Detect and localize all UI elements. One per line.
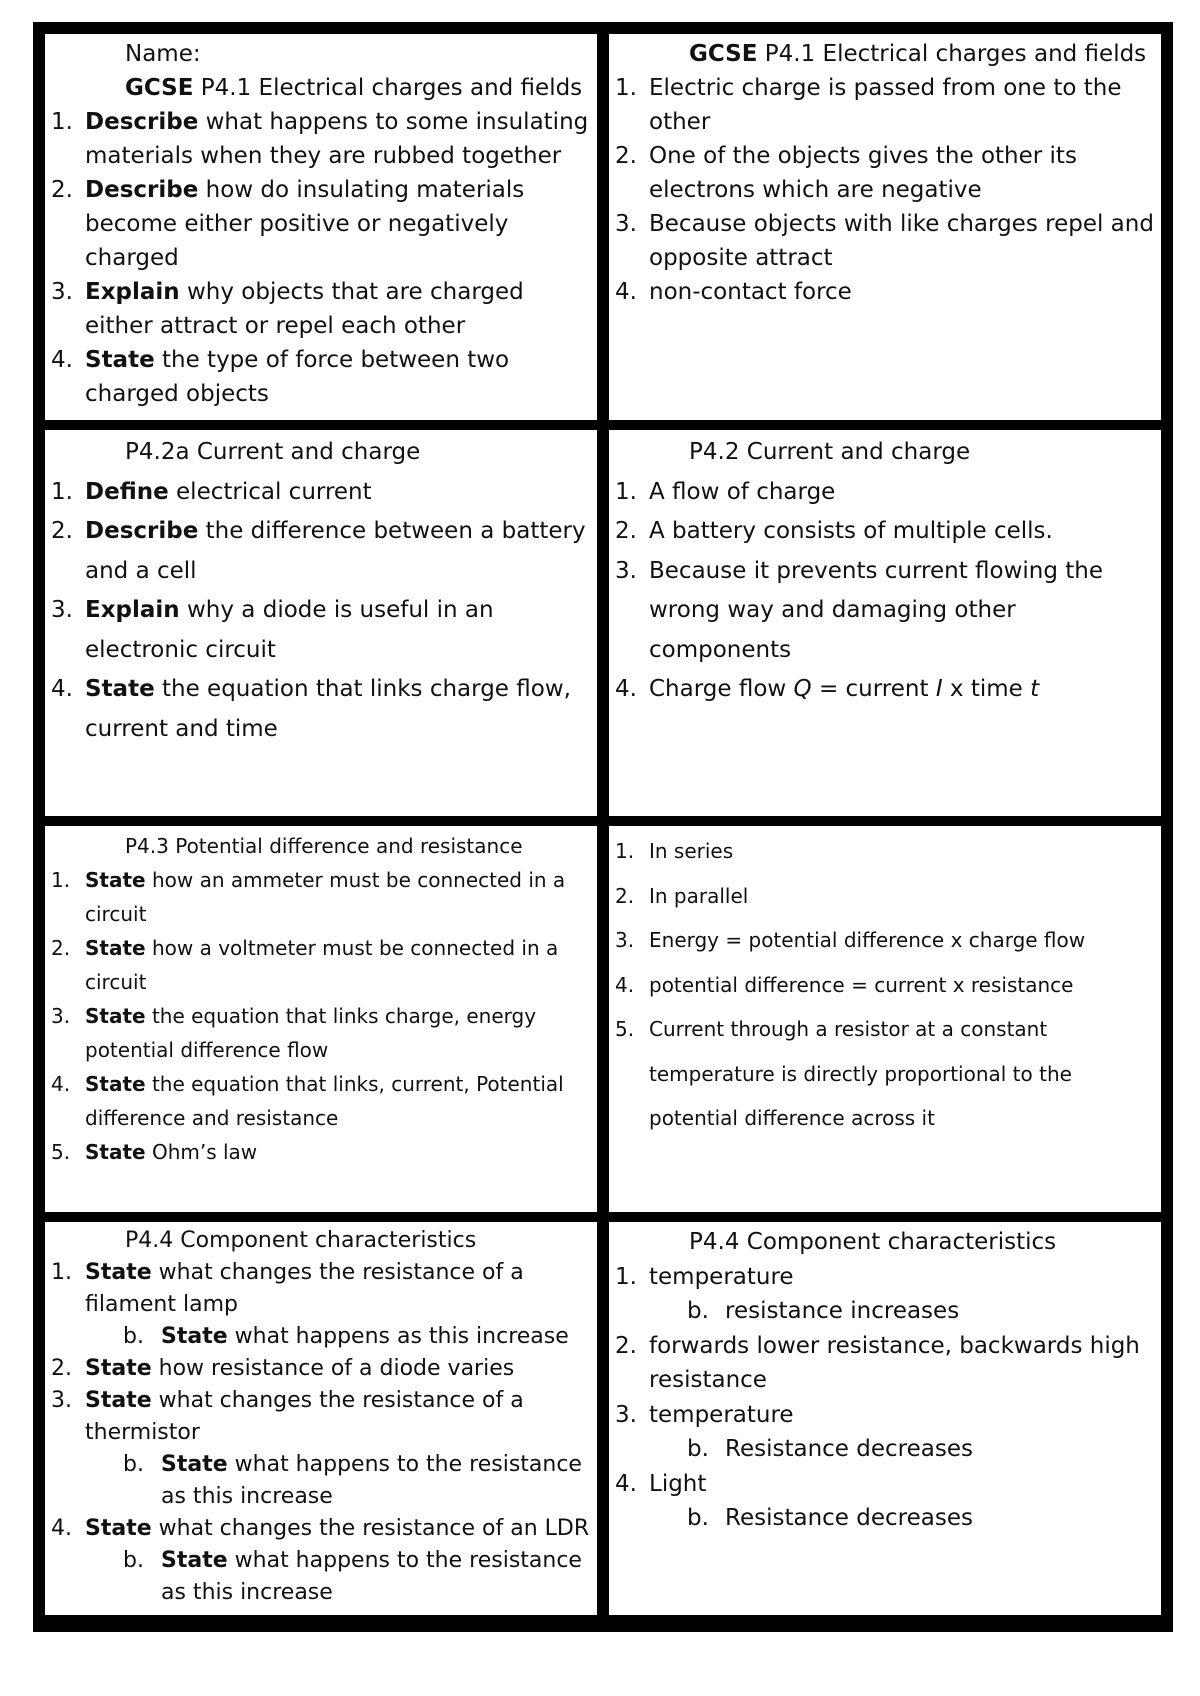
- question-item: [51, 1385, 591, 1449]
- question-item: [51, 931, 591, 999]
- command-word: State: [85, 1140, 146, 1164]
- revision-card-grid: [33, 22, 1173, 1632]
- p41-questions-card: [45, 34, 597, 420]
- question-text: how do insulating materials become either positive or negatively charged: [85, 177, 525, 271]
- item-number: 4.: [51, 347, 73, 373]
- answer-item: [615, 1398, 1155, 1433]
- item-number: 2.: [615, 883, 635, 908]
- answer-item: [615, 275, 1155, 309]
- item-number: 1.: [51, 868, 71, 892]
- answer-item: [615, 829, 1155, 874]
- card-title: [125, 71, 591, 105]
- answer-text: resistance increases: [725, 1298, 960, 1324]
- item-number: 4.: [51, 1516, 72, 1541]
- answer-list: [615, 1260, 1155, 1536]
- answer-text: Resistance decreases: [725, 1436, 973, 1462]
- item-number: 3.: [615, 557, 637, 584]
- card-title: P4.4 Component characteristics: [125, 1228, 477, 1253]
- question-text: what happens to the resistance as this increase: [161, 1452, 582, 1509]
- answer-list: [615, 71, 1155, 309]
- answer-text: In series: [649, 839, 734, 863]
- answer-text: Energy = potential difference x charge flow: [649, 928, 1086, 952]
- item-number: 3.: [615, 1401, 637, 1428]
- p43-questions-card: [45, 826, 597, 1212]
- answer-text: Light: [649, 1470, 707, 1497]
- card-title: P4.4 Component characteristics: [689, 1229, 1057, 1255]
- answer-text: Electric charge is passed from one to the other: [649, 75, 1122, 135]
- item-number: 4.: [51, 1072, 71, 1096]
- question-item: [51, 1513, 591, 1545]
- equation-text: x time: [942, 676, 1031, 702]
- symbol-q: Q: [793, 676, 812, 702]
- sub-question-item: [123, 1321, 591, 1353]
- question-text: the equation that links, current, Potential difference and resistance: [85, 1072, 564, 1130]
- item-number: 3.: [51, 597, 73, 623]
- question-text: how resistance of a diode varies: [151, 1356, 515, 1381]
- command-word: Explain: [85, 279, 180, 305]
- command-word: State: [161, 1548, 228, 1573]
- question-item: [51, 863, 591, 931]
- answer-item: [615, 207, 1155, 275]
- question-item: [51, 1353, 591, 1385]
- command-word: Explain: [85, 597, 180, 623]
- answer-item: [615, 552, 1155, 671]
- answer-item: [615, 1329, 1155, 1398]
- command-word: State: [85, 1516, 152, 1541]
- question-item: [51, 473, 591, 513]
- title-text: P4.1 Electrical charges and fields: [757, 41, 1147, 67]
- title-bold: GCSE: [689, 41, 758, 67]
- command-word: State: [85, 1388, 152, 1413]
- answer-item: [615, 963, 1155, 1008]
- answer-item: [615, 71, 1155, 139]
- sub-item-letter: b.: [123, 1452, 144, 1477]
- command-word: Describe: [85, 109, 199, 135]
- item-number: 1.: [615, 75, 637, 101]
- item-number: 4.: [615, 1470, 637, 1497]
- question-text: the equation that links charge flow, current and time: [85, 676, 571, 742]
- answer-item: [615, 512, 1155, 552]
- title-bold: GCSE: [125, 75, 194, 101]
- card-title: P4.3 Potential difference and resistance: [125, 834, 523, 858]
- question-text: why objects that are charged either attract or repel each other: [85, 279, 524, 339]
- p43-answers-card: [609, 826, 1161, 1212]
- command-word: State: [85, 676, 155, 702]
- question-text: the type of force between two charged objects: [85, 347, 510, 407]
- p41-answers-card: [609, 34, 1161, 420]
- item-number: 5.: [615, 1017, 635, 1041]
- item-number: 3.: [51, 1004, 71, 1028]
- sub-answer-item: [687, 1432, 1155, 1467]
- question-item: [51, 999, 591, 1067]
- item-number: 2.: [51, 936, 71, 960]
- question-text: why a diode is useful in an electronic circuit: [85, 597, 494, 663]
- command-word: Define: [85, 478, 169, 505]
- answer-item: [615, 139, 1155, 207]
- question-text: what happens to some insulating materials when they are rubbed together: [85, 109, 589, 169]
- question-text: what happens to the resistance as this increase: [161, 1548, 582, 1605]
- card-title: P4.2a Current and charge: [125, 439, 421, 465]
- answer-item: [615, 1260, 1155, 1295]
- command-word: State: [85, 1260, 152, 1285]
- question-text: what changes the resistance of a thermistor: [85, 1388, 524, 1445]
- question-item: [51, 1067, 591, 1135]
- question-text: the difference between a battery and a cell: [85, 518, 586, 584]
- item-number: 1.: [51, 109, 73, 135]
- answer-item: [615, 1467, 1155, 1502]
- equation-answer: [649, 670, 1155, 710]
- command-word: State: [161, 1324, 228, 1349]
- answer-text: One of the objects gives the other its electrons which are negative: [649, 143, 1077, 203]
- p44-questions-card: [45, 1222, 597, 1615]
- card-title: [689, 37, 1155, 71]
- sub-item-letter: b.: [687, 1298, 709, 1324]
- command-word: State: [85, 868, 146, 892]
- item-number: 3.: [51, 279, 73, 305]
- question-list: [51, 1257, 591, 1609]
- item-number: 5.: [51, 1140, 71, 1164]
- command-word: State: [85, 1356, 152, 1381]
- question-item: [51, 275, 591, 343]
- question-list: [51, 473, 591, 750]
- answer-text: non-contact force: [649, 279, 852, 305]
- answer-text: Because it prevents current flowing the wrong way and damaging other components: [649, 557, 1104, 663]
- answer-item: [615, 918, 1155, 963]
- answer-text: temperature: [649, 1401, 794, 1428]
- item-number: 3.: [615, 211, 637, 237]
- sub-answer-item: [687, 1294, 1155, 1329]
- item-number: 1.: [615, 1263, 637, 1290]
- item-number: 2.: [51, 1356, 72, 1381]
- question-text: what changes the resistance of an LDR: [151, 1516, 590, 1541]
- p44-answers-card: [609, 1222, 1161, 1615]
- sub-item-letter: b.: [123, 1324, 144, 1349]
- name-label: Name:: [125, 41, 201, 67]
- question-list: [51, 863, 591, 1169]
- symbol-i: I: [935, 676, 943, 702]
- title-text: P4.1 Electrical charges and fields: [193, 75, 583, 101]
- question-item: [51, 1257, 591, 1321]
- command-word: State: [161, 1452, 228, 1477]
- answer-text: Resistance decreases: [725, 1505, 973, 1531]
- answer-text: A battery consists of multiple cells.: [649, 518, 1053, 544]
- answer-text: temperature: [649, 1263, 794, 1290]
- question-item: [51, 512, 591, 591]
- question-text: Ohm’s law: [145, 1140, 258, 1164]
- equation-text: = current: [811, 676, 936, 702]
- card-title: P4.2 Current and charge: [689, 439, 971, 465]
- question-item: [51, 105, 591, 173]
- question-text: what happens as this increase: [227, 1324, 569, 1349]
- answer-text: Current through a resistor at a constant temperature is directly proportional to the potential difference across it: [649, 1017, 1072, 1130]
- item-number: 4.: [615, 972, 635, 997]
- item-number: 3.: [615, 928, 635, 952]
- question-list: [51, 105, 591, 411]
- command-word: Describe: [85, 518, 199, 544]
- answer-list: [615, 829, 1155, 1141]
- answer-text: A flow of charge: [649, 478, 836, 505]
- question-text: how a voltmeter must be connected in a circuit: [85, 936, 559, 994]
- answer-list: [615, 473, 1155, 710]
- equation-text: Charge flow: [649, 676, 794, 702]
- question-text: how an ammeter must be connected in a circuit: [85, 868, 566, 926]
- sub-item-letter: b.: [123, 1548, 144, 1573]
- item-number: 1.: [51, 478, 73, 505]
- answer-item: [615, 670, 1155, 710]
- question-item: [51, 343, 591, 411]
- command-word: State: [85, 1072, 146, 1096]
- answer-item: [615, 1007, 1155, 1141]
- sub-item-letter: b.: [687, 1505, 709, 1531]
- p42-answers-card: [609, 430, 1161, 816]
- answer-item: [615, 473, 1155, 513]
- symbol-t: t: [1030, 676, 1040, 702]
- answer-item: [615, 874, 1155, 919]
- item-number: 4.: [51, 676, 73, 702]
- question-item: [51, 1135, 591, 1169]
- question-item: [51, 591, 591, 670]
- item-number: 1.: [615, 839, 635, 863]
- command-word: State: [85, 347, 155, 373]
- item-number: 1.: [51, 1260, 72, 1285]
- command-word: Describe: [85, 177, 199, 203]
- item-number: 2.: [615, 518, 637, 544]
- answer-text: Because objects with like charges repel and opposite attract: [649, 211, 1154, 271]
- question-item: [51, 173, 591, 275]
- item-number: 2.: [615, 1332, 637, 1359]
- item-number: 2.: [51, 518, 73, 544]
- sub-question-item: [123, 1545, 591, 1609]
- item-number: 1.: [615, 478, 637, 505]
- p42-questions-card: [45, 430, 597, 816]
- answer-text: forwards lower resistance, backwards high resistance: [649, 1332, 1140, 1393]
- sub-item-letter: b.: [687, 1436, 709, 1462]
- question-text: the equation that links charge, energy potential difference flow: [85, 1004, 537, 1062]
- command-word: State: [85, 936, 146, 960]
- answer-text: In parallel: [649, 883, 749, 908]
- item-number: 4.: [615, 279, 637, 305]
- item-number: 2.: [51, 177, 73, 203]
- question-text: electrical current: [168, 478, 372, 505]
- command-word: State: [85, 1004, 146, 1028]
- item-number: 4.: [615, 676, 637, 702]
- answer-text: potential difference = current x resistance: [649, 972, 1074, 997]
- question-text: what changes the resistance of a filament lamp: [85, 1260, 524, 1317]
- sub-question-item: [123, 1449, 591, 1513]
- question-item: [51, 670, 591, 749]
- item-number: 3.: [51, 1388, 72, 1413]
- sub-answer-item: [687, 1501, 1155, 1536]
- item-number: 2.: [615, 143, 637, 169]
